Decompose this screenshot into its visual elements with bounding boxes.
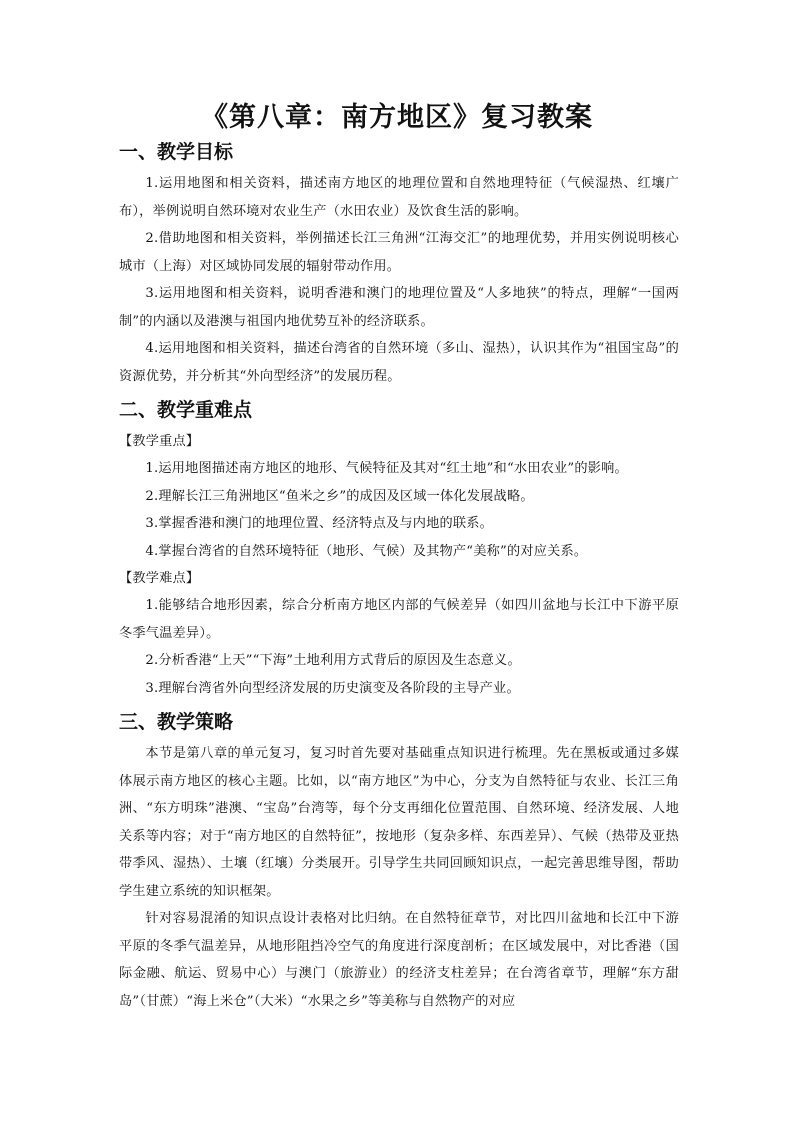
difficult-point-item: 3.理解台湾省外向型经济发展的历史演变及各阶段的主导产业。 [145, 680, 520, 696]
key-point-item: 4.掌握台湾省的自然环境特征（地形、气候）及其物产“美称”的对应关系。 [145, 543, 588, 559]
difficult-points-label: 【教学难点】 [119, 571, 200, 586]
section-heading: 三、教学策略 [119, 711, 234, 733]
section-heading: 一、教学目标 [119, 141, 234, 163]
key-point-item: 1.运用地图描述南方地区的地形、气候特征及其对“红土地”和“水田农业”的影响。 [145, 461, 628, 476]
difficult-point-item: 1.能够结合地形因素，综合分析南方地区内部的气候差异（如四川盆地与长江中下游平原冬季气温差异）。 [119, 598, 679, 641]
objective-paragraph: 3.运用地图和相关资料，说明香港和澳门的地理位置及“人多地狭”的特点，理解“一国两制”的内涵以及港澳与祖国内地优势互补的经济联系。 [119, 286, 679, 329]
key-points-label: 【教学重点】 [119, 434, 200, 449]
section-heading: 二、教学重难点 [119, 399, 253, 421]
strategy-paragraph: 针对容易混淆的知识点设计表格对比归纳。在自然特征章节，对比四川盆地和长江中下游平原的冬季气温差异，从地形阻挡冷空气的角度进行深度剖析；在区域发展中，对比香港（国际金融、航运、贸易中心）与澳门（旅游业）的经济支柱差异；在台湾省章节，理解“东方甜岛”（甘蔗）“海上米仓”（大米）“水果之乡”等美称与自然物产的对应 [119, 911, 679, 1009]
section-teaching-objectives [119, 136, 679, 390]
key-point-item: 2.理解长江三角洲地区“鱼米之乡”的成因及区域一体化发展战略。 [145, 488, 534, 504]
objective-paragraph: 1.运用地图和相关资料，描述南方地区的地理位置和自然地理特征（气候湿热、红壤广布），举例说明自然环境对农业生产（水田农业）及饮食生活的影响。 [119, 176, 679, 219]
objective-paragraph: 2.借助地图和相关资料，举例描述长江三角洲“江海交汇”的地理优势，并用实例说明核心城市（上海）对区域协同发展的辐射带动作用。 [119, 231, 679, 274]
document-title: 《第八章：南方地区》复习教案 [201, 102, 593, 133]
section-teaching-strategy [119, 706, 679, 1015]
section-key-difficult-points [119, 394, 679, 702]
strategy-paragraph: 本节是第八章的单元复习，复习时首先要对基础重点知识进行梳理。先在黑板或通过多媒体展示南方地区的核心主题。比如，以“南方地区”为中心，分支为自然特征与农业、长江三角洲、“东方明珠”港澳、“宝岛”台湾等，每个分支再细化位置范围、自然环境、经济发展、人地关系等内容；对于“南方地区的自然特征”，按地形（复杂多样、东西差异）、气候（热带及亚热带季风、湿热）、土壤（红壤）分类展开。引导学生共同回顾知识点，一起完善思维导图，帮助学生建立系统的知识框架。 [119, 746, 679, 899]
document-body [119, 136, 679, 1015]
key-point-item: 3.掌握香港和澳门的地理位置、经济特点及与内地的联系。 [145, 516, 494, 531]
difficult-point-item: 2.分析香港“上天”“下海”土地利用方式背后的原因及生态意义。 [145, 653, 521, 668]
objective-paragraph: 4.运用地图和相关资料，描述台湾省的自然环境（多山、湿热），认识其作为“祖国宝岛”的资源优势，并分析其“外向型经济”的发展历程。 [119, 341, 679, 384]
